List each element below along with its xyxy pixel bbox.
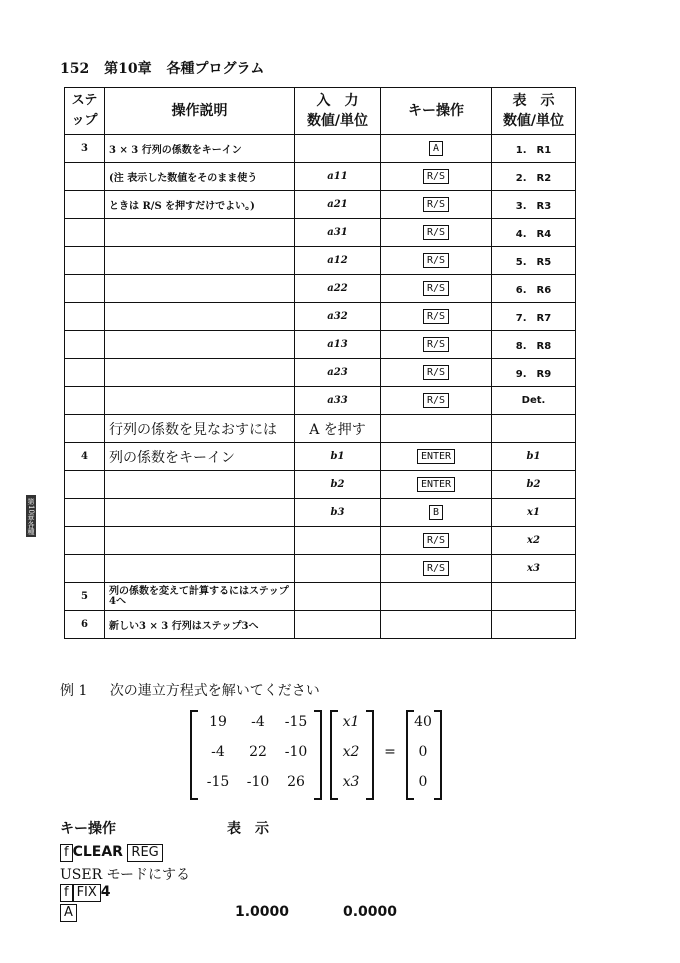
display-value: b2 — [526, 479, 541, 490]
description-cell — [105, 611, 295, 639]
step-number: 6 — [81, 619, 88, 630]
matrix-equation — [190, 710, 450, 800]
step-cell — [65, 219, 105, 247]
display-value: 1. R1 — [515, 145, 552, 156]
matrix-a-right-bracket — [314, 710, 322, 800]
display-cell — [492, 415, 576, 443]
description-cell — [105, 387, 295, 415]
description-cell — [105, 499, 295, 527]
step-cell — [65, 387, 105, 415]
display-cell — [492, 331, 576, 359]
description-text: 新しい3 × 3 行列はステップ3へ — [109, 621, 259, 632]
matrix-cell: 19 — [209, 714, 227, 730]
key-cell — [381, 359, 492, 387]
display-value: x2 — [527, 535, 540, 546]
table-row — [65, 135, 576, 163]
description-cell — [105, 583, 295, 611]
key-cell — [381, 499, 492, 527]
table-row — [65, 499, 576, 527]
keyops-line-2: USER モードにする — [60, 867, 191, 883]
key-label: R/S — [423, 337, 449, 352]
example-label: 例 1 — [60, 683, 88, 699]
step-cell — [65, 443, 105, 471]
table-row — [65, 415, 576, 443]
matrix-cell: -15 — [284, 714, 308, 730]
key-label: R/S — [423, 169, 449, 184]
display-cell — [492, 527, 576, 555]
vector-b-cell: 0 — [418, 774, 428, 790]
display-cell — [492, 583, 576, 611]
step-cell — [65, 247, 105, 275]
input-cell — [295, 527, 381, 555]
step-number: 4 — [81, 451, 88, 462]
table-header-row — [65, 88, 576, 135]
table-row — [65, 527, 576, 555]
keyops-line-3 — [60, 884, 111, 902]
step-cell — [65, 415, 105, 443]
matrix-cell: 26 — [287, 774, 305, 790]
display-value: 5. R5 — [515, 257, 552, 268]
input-cell — [295, 163, 381, 191]
display-value: 9. R9 — [515, 369, 552, 380]
vector-x-cell: x1 — [342, 714, 360, 730]
step-cell — [65, 583, 105, 611]
fix-digits: 4 — [100, 884, 111, 900]
key-cell — [381, 527, 492, 555]
matrix-cell: -10 — [246, 774, 270, 790]
matrix-cell: -10 — [284, 744, 308, 760]
display-cell — [492, 443, 576, 471]
key-label: R/S — [423, 561, 449, 576]
table-row — [65, 163, 576, 191]
display-value: 6. R6 — [515, 285, 552, 296]
step-cell — [65, 555, 105, 583]
f-key: f — [60, 844, 73, 862]
description-cell — [105, 163, 295, 191]
description-cell — [105, 471, 295, 499]
step-number: 3 — [81, 143, 88, 154]
step-cell — [65, 527, 105, 555]
display-value: 3. R3 — [515, 201, 552, 212]
input-cell — [295, 387, 381, 415]
key-label: ENTER — [417, 477, 455, 492]
key-cell — [381, 443, 492, 471]
table-row — [65, 275, 576, 303]
display-cell — [492, 387, 576, 415]
display-cell — [492, 163, 576, 191]
key-label: R/S — [423, 197, 449, 212]
key-cell — [381, 555, 492, 583]
description-text: ときは R/S を押すだけでよい。) — [109, 201, 255, 212]
display-value: Det. — [521, 395, 546, 406]
description-cell — [105, 135, 295, 163]
key-cell — [381, 611, 492, 639]
page-header — [60, 58, 274, 78]
display-cell — [492, 499, 576, 527]
display-cell — [492, 135, 576, 163]
input-value: a12 — [327, 255, 348, 266]
description-cell — [105, 331, 295, 359]
key-cell — [381, 471, 492, 499]
table-row — [65, 555, 576, 583]
vector-b-cell: 40 — [414, 714, 432, 730]
display-value-1: 1.0000 — [235, 904, 290, 920]
table-row — [65, 443, 576, 471]
key-label: R/S — [423, 309, 449, 324]
display-value: 7. R7 — [515, 313, 552, 324]
header-step: ステ ップ — [65, 88, 105, 135]
key-label: R/S — [423, 533, 449, 548]
input-value: a22 — [327, 283, 348, 294]
keyops-col-display: 表 示 — [227, 821, 269, 837]
keyops-line-1 — [60, 844, 163, 862]
step-cell — [65, 471, 105, 499]
step-cell — [65, 303, 105, 331]
step-cell — [65, 275, 105, 303]
table-row — [65, 303, 576, 331]
table-row — [65, 219, 576, 247]
keyops-col-key: キー操作 — [60, 821, 116, 837]
table-row — [65, 471, 576, 499]
table-row — [65, 611, 576, 639]
matrix-cell: -4 — [251, 714, 265, 730]
description-cell — [105, 415, 295, 443]
input-cell — [295, 275, 381, 303]
program-table — [64, 87, 576, 639]
matrix-cell: -4 — [211, 744, 225, 760]
table-row — [65, 359, 576, 387]
page-number: 152 — [60, 61, 90, 77]
display-cell — [492, 471, 576, 499]
header-desc: 操作説明 — [105, 88, 295, 135]
key-label: R/S — [423, 281, 449, 296]
fix-key: FIX — [73, 884, 101, 902]
display-value: x3 — [527, 563, 540, 574]
key-cell — [381, 331, 492, 359]
input-value: a13 — [327, 339, 348, 350]
description-text: (注 表示した数値をそのまま使う — [109, 173, 258, 184]
description-cell — [105, 555, 295, 583]
display-cell — [492, 219, 576, 247]
display-value-2: 0.0000 — [343, 904, 398, 920]
key-cell — [381, 275, 492, 303]
input-cell — [295, 219, 381, 247]
description-cell — [105, 359, 295, 387]
description-cell — [105, 303, 295, 331]
key-cell — [381, 163, 492, 191]
display-value: x1 — [527, 507, 540, 518]
description-cell — [105, 247, 295, 275]
table-row — [65, 583, 576, 611]
input-value: b2 — [330, 479, 345, 490]
input-value: a32 — [327, 311, 348, 322]
display-cell — [492, 247, 576, 275]
input-cell — [295, 443, 381, 471]
description-cell — [105, 527, 295, 555]
key-cell — [381, 191, 492, 219]
key-cell — [381, 247, 492, 275]
chapter-label: 第10章 — [104, 61, 152, 77]
display-cell — [492, 611, 576, 639]
input-cell — [295, 611, 381, 639]
table-row — [65, 247, 576, 275]
input-cell — [295, 135, 381, 163]
step-cell — [65, 611, 105, 639]
input-cell — [295, 303, 381, 331]
table-row — [65, 387, 576, 415]
display-cell — [492, 191, 576, 219]
equals-sign: = — [384, 744, 396, 760]
example-heading — [60, 680, 320, 700]
display-value: 8. R8 — [515, 341, 552, 352]
matrix-cell: 22 — [249, 744, 267, 760]
step-cell — [65, 135, 105, 163]
input-cell — [295, 359, 381, 387]
step-cell — [65, 331, 105, 359]
key-cell — [381, 415, 492, 443]
table-row — [65, 331, 576, 359]
key-label: B — [429, 505, 443, 520]
reg-key: REG — [127, 844, 162, 862]
display-cell — [492, 359, 576, 387]
header-input: 入 力 数値/単位 — [295, 88, 381, 135]
matrix-a-left-bracket — [190, 710, 198, 800]
table-row — [65, 191, 576, 219]
key-label: R/S — [423, 365, 449, 380]
display-cell — [492, 275, 576, 303]
input-value: a11 — [327, 171, 348, 182]
header-display: 表 示 数値/単位 — [492, 88, 576, 135]
input-value: a21 — [327, 199, 348, 210]
key-cell — [381, 219, 492, 247]
input-value: b3 — [330, 507, 345, 518]
step-cell — [65, 163, 105, 191]
vector-b-cell: 0 — [418, 744, 428, 760]
input-value: a33 — [327, 395, 348, 406]
key-label: ENTER — [417, 449, 455, 464]
input-cell — [295, 331, 381, 359]
chapter-tab: 第10章各種 — [26, 495, 36, 537]
a-key: A — [60, 904, 77, 922]
example-text: 次の連立方程式を解いてください — [109, 683, 320, 699]
description-cell — [105, 275, 295, 303]
display-cell — [492, 555, 576, 583]
key-cell — [381, 135, 492, 163]
description-cell — [105, 219, 295, 247]
input-cell — [295, 471, 381, 499]
key-cell — [381, 303, 492, 331]
input-value: b1 — [330, 451, 345, 462]
input-value: A を押す — [309, 421, 366, 438]
description-text: 3 × 3 行列の係数をキーイン — [109, 145, 242, 156]
description-text: 列の係数をキーイン — [109, 449, 235, 466]
step-cell — [65, 359, 105, 387]
key-label: R/S — [423, 393, 449, 408]
input-cell — [295, 415, 381, 443]
keyops-line-4 — [60, 904, 660, 922]
clear-text: CLEAR — [72, 844, 123, 860]
display-value: b1 — [526, 451, 541, 462]
input-cell — [295, 583, 381, 611]
description-cell — [105, 191, 295, 219]
vector-x-cell: x2 — [342, 744, 360, 760]
matrix-cell: -15 — [206, 774, 230, 790]
input-value: a23 — [327, 367, 348, 378]
header-key: キー操作 — [381, 88, 492, 135]
key-label: A — [429, 141, 443, 156]
step-number: 5 — [81, 591, 88, 602]
vector-x-right-bracket — [366, 710, 374, 800]
f-key: f — [60, 884, 73, 902]
key-label: R/S — [423, 225, 449, 240]
description-text: 行列の係数を見なおすには — [109, 421, 277, 438]
chapter-title: 各種プログラム — [166, 61, 265, 77]
input-cell — [295, 191, 381, 219]
description-cell — [105, 443, 295, 471]
key-label: R/S — [423, 253, 449, 268]
key-cell — [381, 387, 492, 415]
input-cell — [295, 247, 381, 275]
display-value: 2. R2 — [515, 173, 552, 184]
display-cell — [492, 303, 576, 331]
key-cell — [381, 583, 492, 611]
input-value: a31 — [327, 227, 348, 238]
display-value: 4. R4 — [515, 229, 552, 240]
step-cell — [65, 191, 105, 219]
description-text: 列の係数を変えて計算するにはステップ4へ — [109, 585, 289, 607]
vector-x-cell: x3 — [342, 774, 360, 790]
input-cell — [295, 555, 381, 583]
input-cell — [295, 499, 381, 527]
step-cell — [65, 499, 105, 527]
